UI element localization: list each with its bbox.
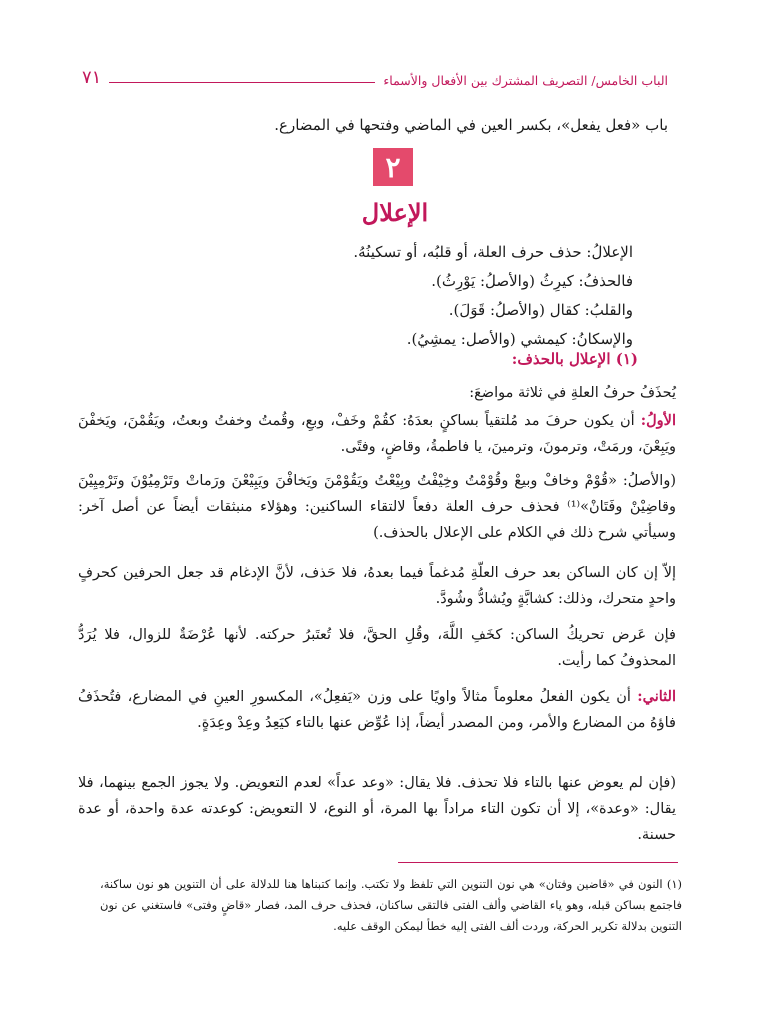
paragraph-text: أن يكون الفعلُ معلوماً مثالاً واويًا على وزن «يَفعِلُ»، المكسورِ العينِ في المضارع، فتُحذَفُ فاؤهُ من المضارع والأمر، ومن المصدر أيضاً، إذا عُوِّض عنها بالتاء كيَعِدُ وعِدْ وعِدَةٍ. (78, 689, 676, 731)
footnote: (١) النون في «قاضين وفتان» هي نون التنوين التي تلفظ ولا تكتب. وإنما كتبناها هنا للدلالة على أن التنوين هو نون ساكنة، فاجتمع بساكن قبله، وهو ياء القاضي وألف الفتى فالتقى ساكنان، فحذف حرف المد، فصار «قاضٍ وفتى» فاستغني عن نون التنوين بدلالة تكرير الحركة، وردت ألف الفتى إليه خطأ ليمكن الوقف عليه. (100, 877, 682, 933)
paragraph-text: (فإن لم يعوض عنها بالتاء فلا تحذف. فلا يقال: «وعد عداً» لعدم التعويض. ولا يجوز الجمع بينهما، فلا يقال: «وعدة»، إلا أن تكون التاء مراداً بها المرة، أو النوع، لا التعويض: كوعدته عدة واحدة، أو عدة حسنة. (78, 775, 676, 843)
intro-line: باب «فعل يفعل»، بكسر العين في الماضي وفتحها في المضارع. (274, 116, 668, 134)
paragraph (78, 560, 676, 612)
header-title: الباب الخامس/ التصريف المشترك بين الأفعال والأسماء (383, 73, 668, 88)
paragraph (78, 622, 676, 674)
paragraph-text: أن يكون حرفَ مد مُلتقياً بساكنٍ بعدَهُ: كقُمْ وخَفْ، وبعِ، وقُمتُ وخفتُ وبعتُ، ويَقُمْنَ، ويَخفْنَ ويَبِعْنَ، ورمَتْ، وترمونَ، وترمينَ، يا فاطمةُ، وقاضٍ، وفتًى. (78, 413, 676, 455)
definitions-block (120, 238, 633, 354)
section-heading: (١) الإعلال بالحذف: (511, 350, 638, 368)
paragraph-text: يُحذَفُ حرفُ العلةِ في ثلاثة مواضعَ: (469, 385, 676, 401)
footnote-rule (398, 862, 678, 863)
paragraph-lead: الأولُ: (640, 412, 676, 429)
chapter-title: الإعلال (361, 198, 429, 227)
paragraph (78, 684, 676, 736)
definition-line: والإسكانُ: كيمشي (والأصل: يمشِيُ). (406, 330, 633, 348)
header-rule (109, 82, 375, 83)
definition-line: فالحذفُ: كيرِثُ (والأصلُ: يَوْرِثُ). (431, 272, 633, 290)
paragraph-lead: الثاني: (637, 688, 676, 705)
paragraph-text: (والأصلُ: «قُوْمْ وخافْ وبيعْ وقُوْمْتُ وخِيْفْتُ وبِيْعْتُ ويَقُوْمْنَ ويَخافْنَ ويَبِيْعْنَ ورَماتْ وتَرْمِيُوْنَ وتَرْمِيِيْنَ وقاضِيْنْ وفَتَانْ»⁽¹⁾ فحذف حرف العلة دفعاً لالتقاء الساكنين: وهؤلاء منبثقات أيضاً عن أصل آخر: وسيأتي شرح ذلك في الكلام على الإعلال بالحذف.) (78, 473, 676, 541)
paragraph-text: إلاّ إن كان الساكن بعد حرف العلّةِ مُدغماً فيما بعدهُ، فلا حَذف، لأنَّ الإدغام قد جعل الحرفين كحرفٍ واحدٍ متحرك، وذلك: كشابَّةٍ ويُشادُّ وشُودَّ. (78, 565, 676, 607)
paragraph (78, 468, 676, 546)
paragraph (78, 408, 676, 460)
page-number: ٧١ (82, 67, 102, 88)
paragraph-text: فإن عَرض تحريكُ الساكن: كخَفِ اللَّهَ، وقُلِ الحقَّ، فلا تُعتَبرُ حركته. لأنها عُرْضَةٌ للزوال، فلا يُرَدُّ المحذوفُ كما رأيت. (78, 627, 676, 669)
paragraph (78, 770, 676, 848)
definition-line: والقلبُ: كقال (والأصلُ: قَوَلَ). (448, 301, 633, 319)
paragraph (78, 380, 676, 406)
chapter-number-badge: ٢ (373, 148, 413, 186)
running-header (82, 62, 668, 88)
definition-line: الإعلالُ: حذف حرف العلة، أو قلبُه، أو تسكينُهُ. (353, 243, 633, 261)
